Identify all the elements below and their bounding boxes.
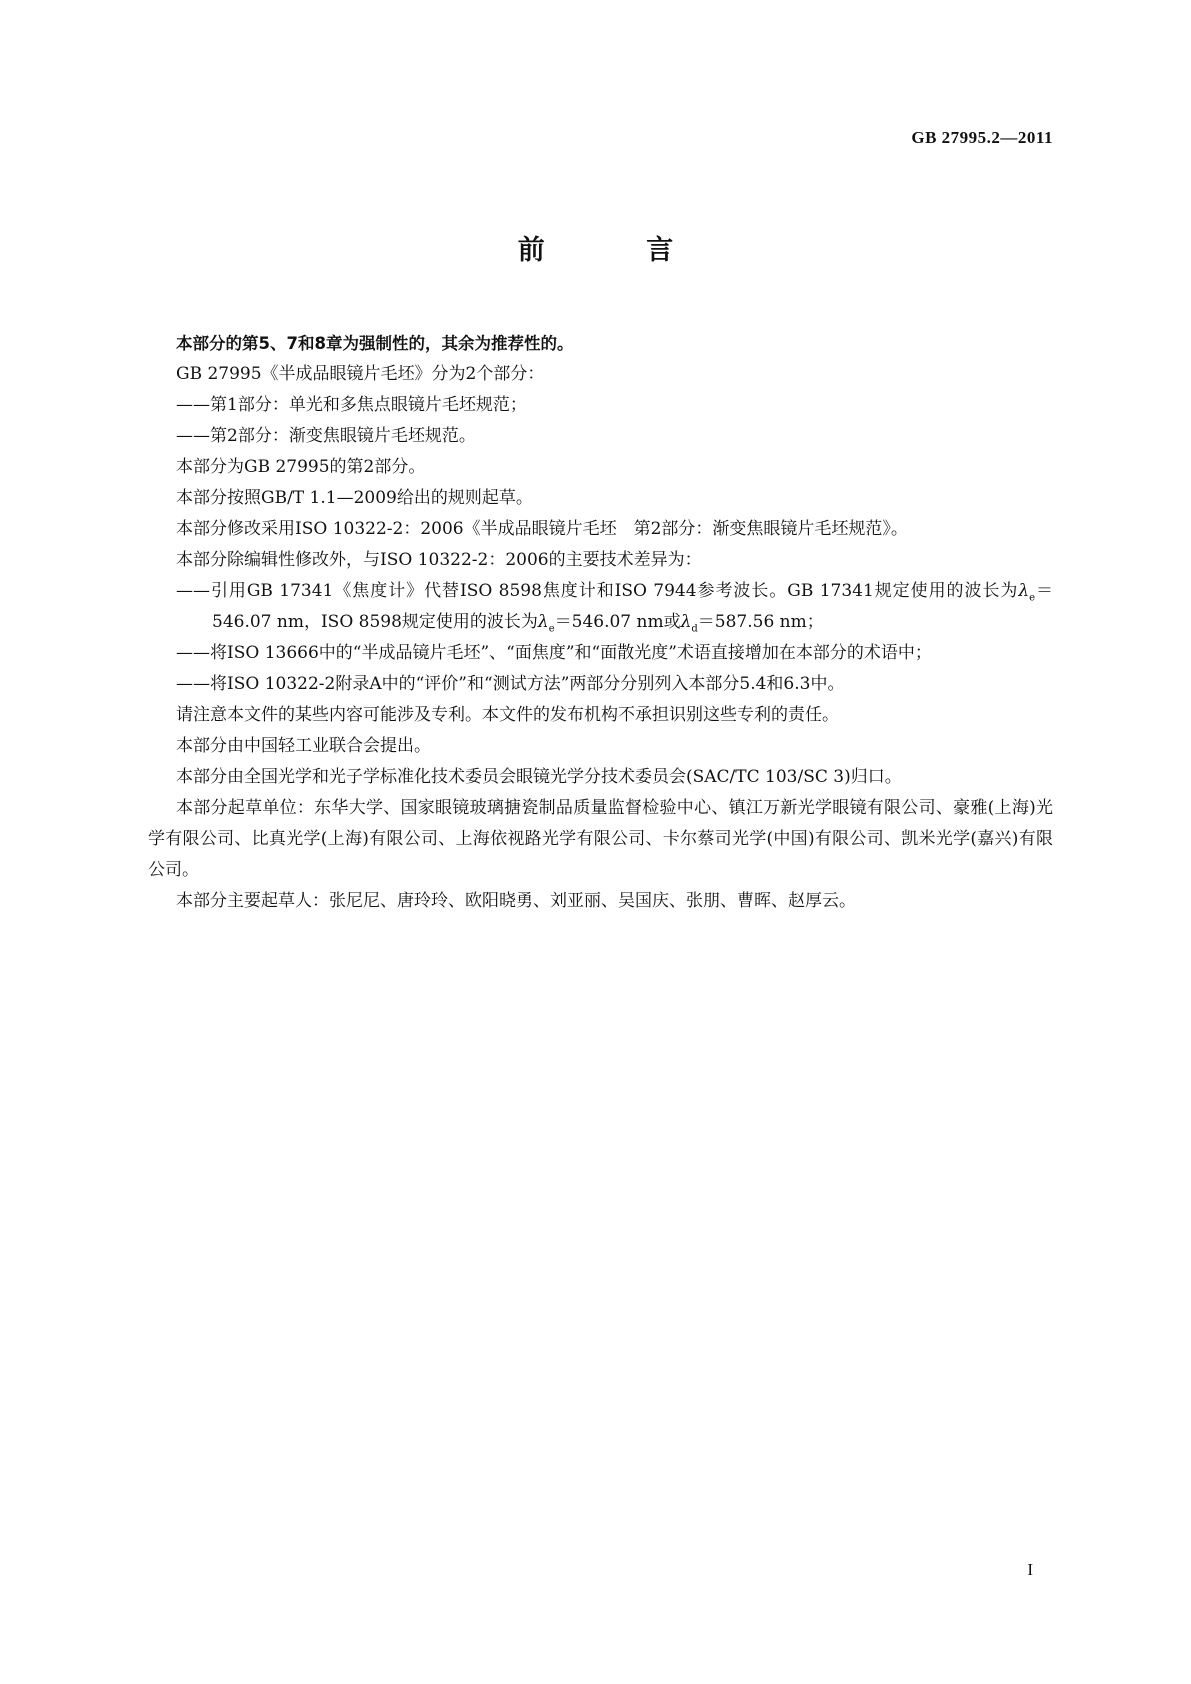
paragraph: 本部分除编辑性修改外，与ISO 10322-2：2006的主要技术差异为： bbox=[176, 550, 702, 570]
subscript: e bbox=[548, 623, 555, 635]
page-number: I bbox=[1027, 1560, 1033, 1579]
paragraph: 本部分由中国轻工业联合会提出。 bbox=[176, 736, 431, 756]
drafting-units: 本部分起草单位：东华大学、国家眼镜玻璃搪瓷制品质量监督检验中心、镇江万新光学眼镜有限公司、豪雅(上海)光学有限公司、比真光学(上海)有限公司、上海依视路光学有限公司、卡尔蔡司光学(中国)有限公司、凯米光学(嘉兴)有限公司。 bbox=[148, 798, 1053, 880]
subscript: d bbox=[691, 623, 698, 635]
text-segment: ＝587.56 nm； bbox=[697, 612, 824, 632]
list-item-wavelength bbox=[148, 576, 1053, 638]
standard-code: GB 27995.2—2011 bbox=[911, 128, 1053, 147]
page-title: 前 言 bbox=[517, 235, 720, 266]
mandatory-statement: 本部分的第5、7和8章为强制性的，其余为推荐性的。 bbox=[176, 334, 574, 353]
list-item: ——第2部分：渐变焦眼镜片毛坯规范。 bbox=[176, 426, 476, 446]
paragraph: 本部分由全国光学和光子学标准化技术委员会眼镜光学分技术委员会(SAC/TC 103/SC 3)归口。 bbox=[176, 767, 902, 787]
paragraph: 本部分按照GB/T 1.1—2009给出的规则起草。 bbox=[176, 488, 533, 508]
patent-notice: 请注意本文件的某些内容可能涉及专利。本文件的发布机构不承担识别这些专利的责任。 bbox=[176, 705, 839, 725]
drafters: 本部分主要起草人：张尼尼、唐玲玲、欧阳晓勇、刘亚丽、吴国庆、张朋、曹晖、赵厚云。 bbox=[176, 891, 856, 911]
subscript: e bbox=[1029, 592, 1036, 604]
text-segment: ＝546.07 nm或 bbox=[554, 612, 681, 632]
paragraph: GB 27995《半成品眼镜片毛坯》分为2个部分： bbox=[176, 364, 545, 384]
text-segment: ——引用GB 17341《焦度计》代替ISO 8598焦度计和ISO 7944参考波长。GB 17341规定使用的波长为 bbox=[176, 581, 1019, 601]
lambda-symbol: λ bbox=[1018, 581, 1030, 601]
list-item: ——第1部分：单光和多焦点眼镜片毛坯规范； bbox=[176, 395, 527, 415]
list-item: ——将ISO 10322-2附录A中的“评价”和“测试方法”两部分分别列入本部分5.4和6.3中。 bbox=[176, 674, 845, 694]
lambda-symbol: λ bbox=[537, 612, 549, 632]
lambda-symbol: λ bbox=[680, 612, 692, 632]
foreword-body bbox=[148, 328, 1053, 917]
paragraph: 本部分为GB 27995的第2部分。 bbox=[176, 457, 426, 477]
text-segment: ＝546.07 nm，ISO 8598规定使用的波长为 bbox=[212, 581, 1053, 632]
list-item: ——将ISO 13666中的“半成品镜片毛坯”、“面焦度”和“面散光度”术语直接增加在本部分的术语中； bbox=[176, 643, 932, 663]
paragraph: 本部分修改采用ISO 10322-2：2006《半成品眼镜片毛坯 第2部分：渐变焦眼镜片毛坯规范》。 bbox=[176, 519, 908, 539]
